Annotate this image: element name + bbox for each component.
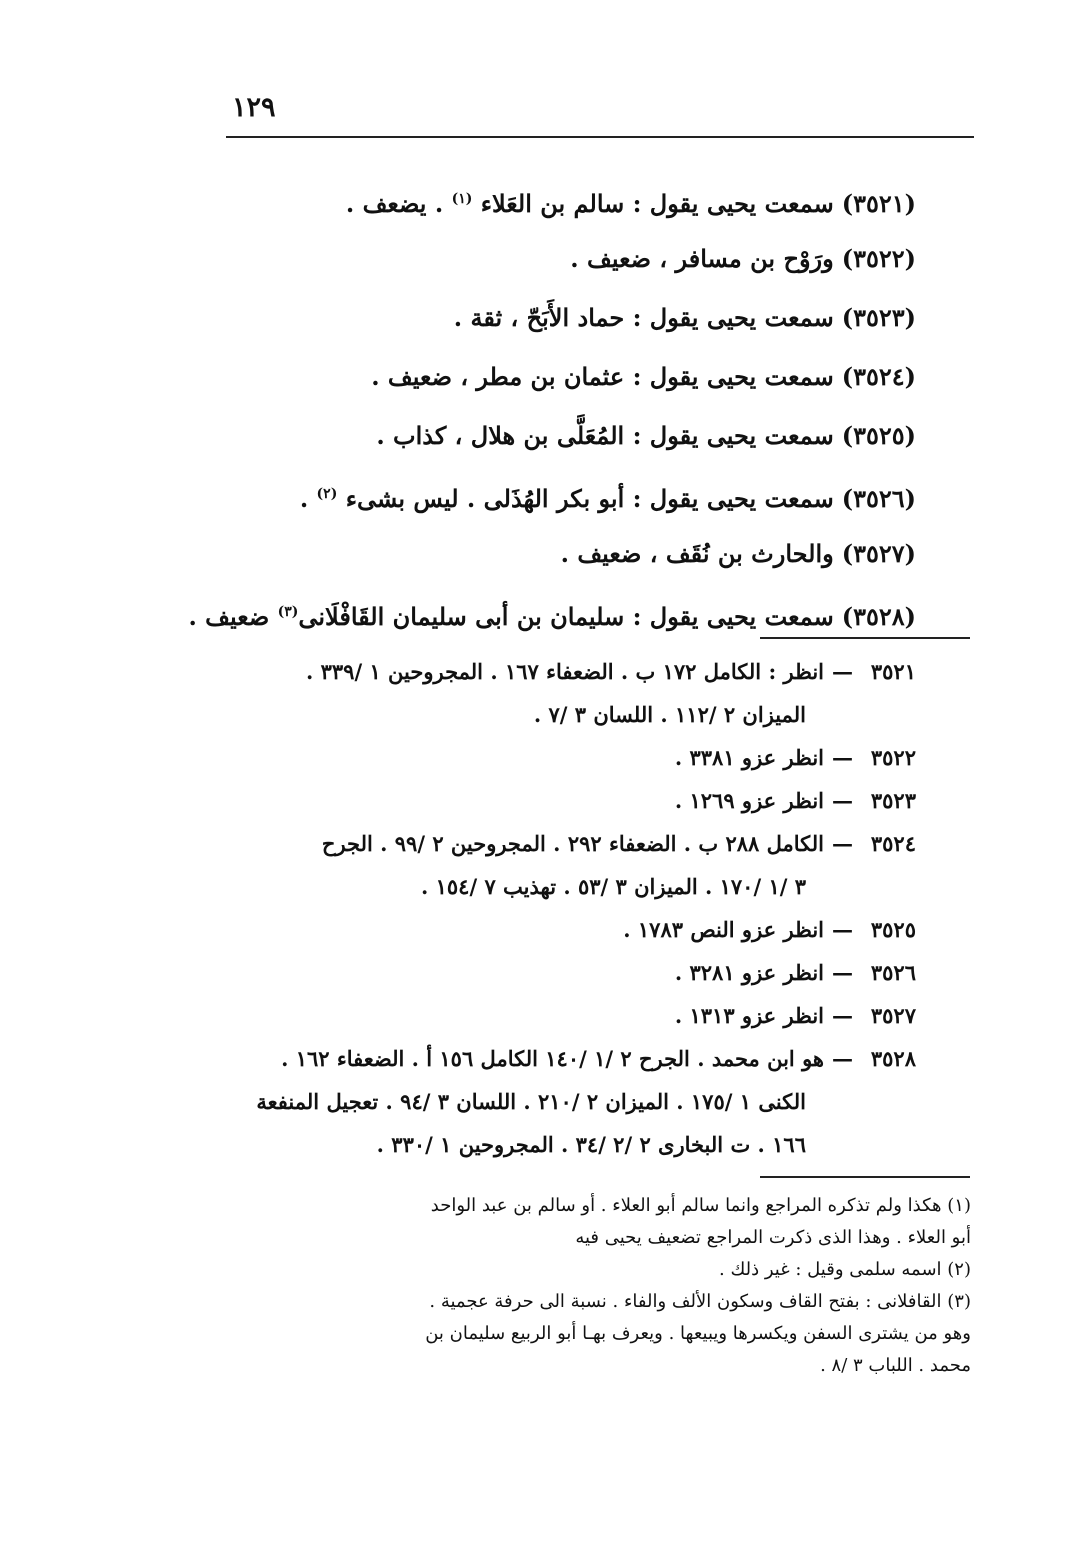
reference-line: ٣٥٢٤—الكامل ٢٨٨ ب . الضعفاء ٢٩٢ . المجروحين ٢ /٩٩ . الجرح	[321, 831, 916, 856]
references-list	[176, 650, 916, 1166]
footnote-line: وهو من يشترى السفن ويكسرها ويبيعها . ويعرف بهـا أبو الربيع سليمان بن	[425, 1323, 971, 1344]
footnote-line: محمد . اللباب ٣ /٨ .	[820, 1355, 971, 1376]
footnote-line: (١) هكذا ولم تذكره المراجع وانما سالم أبو العلاء . أو سالم بن عبد الواحد	[430, 1195, 971, 1216]
footnote-line: أبو العلاء . وهذا الذى ذكرت المراجع تضعيف يحيى فيه	[575, 1227, 971, 1248]
entry: (٣٥٢١)سمعت يحيى يقول : سالم بن العَلاء $^{(١)}$ . يضعف .	[345, 189, 916, 218]
references-rule	[760, 637, 970, 639]
entry: (٣٥٢٤)سمعت يحيى يقول : عثمان بن مطر ، ضعيف .	[371, 362, 916, 391]
header-rule	[226, 136, 974, 138]
reference-line: ٣٥٢٢—انظر عزو ٣٣٨١ .	[674, 745, 916, 770]
reference-line: الميزان ٢ /١١٢ . اللسان ٣ /٧ .	[533, 702, 806, 727]
reference-line: ٣٥٢٧—انظر عزو ١٣١٣ .	[674, 1003, 916, 1028]
reference-line: ٣٥٢٦—انظر عزو ٣٢٨١ .	[674, 960, 916, 985]
entry: (٣٥٢٥)سمعت يحيى يقول : المُعَلَّى بن هلال ، كذاب .	[376, 421, 916, 450]
footnotes	[211, 1190, 971, 1382]
reference-line: ١٦٦ . ت البخارى ٢ /٢ /٣٤ . المجروحين ١ /٣٣٠ .	[376, 1132, 806, 1157]
entry: (٣٥٢٣)سمعت يحيى يقول : حماد الأَبَحّ ، ثقة .	[453, 303, 916, 332]
reference-line: ٣٥٢٣—انظر عزو ١٢٦٩ .	[674, 788, 916, 813]
footnote-line: (٣) القافلانى : بفتح القاف وسكون الألف والفاء . نسبة الى حرفة عجمية .	[429, 1291, 971, 1312]
entry: (٣٥٢٦)سمعت يحيى يقول : أبو بكر الهُذَلى . ليس بشىء $^{(٢)}$ .	[299, 484, 916, 513]
reference-line: الكنى ١ /١٧٥ . الميزان ٢ /٢١٠ . اللسان ٣ /٩٤ . تعجيل المنفعة	[256, 1089, 806, 1114]
reference-line: ٣٥٢٨—هو ابن محمد . الجرح ٢ /١ /١٤٠ الكامل ١٥٦ أ . الضعفاء ١٦٢ .	[281, 1046, 916, 1071]
entry: (٣٥٢٧)والحارث بن نُقَف ، ضعيف .	[560, 539, 916, 568]
reference-line: ٣ /١ /١٧٠ . الميزان ٣ /٥٣ . تهذيب ٧ /١٥٤ .	[420, 874, 806, 899]
entry: (٣٥٢٨)سمعت يحيى يقول : سليمان بن أبى سليمان القَافْلَانى$^{(٣)}$ ضعيف .	[188, 602, 916, 631]
reference-line: ٣٥٢١—انظر : الكامل ١٧٢ ب . الضعفاء ١٦٧ . المجروحين ١ /٣٣٩ .	[306, 659, 916, 684]
footnote-line: (٢) اسمه سلمى وقيل : غير ذلك .	[719, 1259, 971, 1280]
reference-line: ٣٥٢٥—انظر عزو النص ١٧٨٣ .	[623, 917, 916, 942]
entry: (٣٥٢٢)ورَوْح بن مسافر ، ضعيف .	[570, 244, 916, 273]
footnotes-rule	[760, 1176, 970, 1178]
page-number: ١٢٩	[232, 92, 276, 123]
entries-list	[188, 170, 916, 642]
